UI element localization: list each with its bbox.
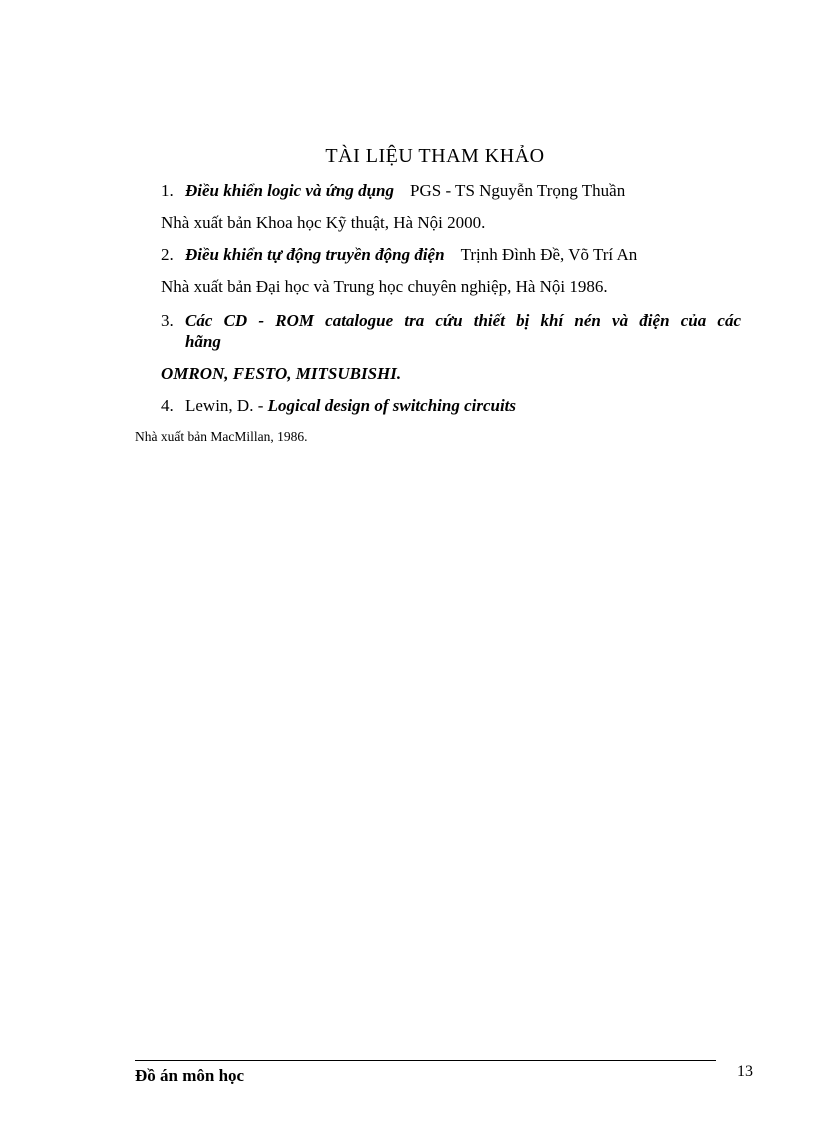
reference-1-title: Điều khiển logic và ứng dụng — [185, 181, 395, 200]
reference-2-title: Điều khiển tự động truyền động điện — [185, 245, 445, 264]
reference-2-publisher: Nhà xuất bản Đại học và Trung học chuyên nghiệp, Hà Nội 1986. — [161, 277, 608, 296]
footer-title: Đồ án môn học — [135, 1066, 245, 1085]
footer-divider — [135, 1060, 716, 1061]
reference-2 — [161, 245, 637, 265]
reference-1-number: 1. — [161, 181, 174, 200]
page-title: TÀI LIỆU THAM KHẢO — [325, 145, 545, 167]
reference-3-title-cont: hãng — [185, 332, 221, 351]
reference-4-number: 4. — [161, 396, 174, 415]
reference-1-publisher: Nhà xuất bản Khoa học Kỹ thuật, Hà Nội 2000. — [161, 213, 486, 232]
page-number: 13 — [737, 1063, 753, 1080]
reference-2-author: Trịnh Đình Đề, Võ Trí An — [460, 245, 638, 264]
reference-4-title: Logical design of switching circuits — [267, 396, 517, 415]
reference-1-author: PGS - TS Nguyễn Trọng Thuần — [410, 181, 626, 200]
reference-3-publisher: OMRON, FESTO, MITSUBISHI. — [161, 364, 402, 383]
reference-3-number: 3. — [161, 311, 174, 330]
reference-1 — [161, 181, 625, 201]
reference-4-publisher: Nhà xuất bản MacMillan, 1986. — [135, 429, 308, 444]
reference-3-title: Các CD - ROM catalogue tra cứu thiết bị khí nén và điện của các — [185, 311, 741, 330]
reference-4-author: Lewin, D. - — [185, 396, 264, 415]
reference-4 — [161, 396, 516, 416]
reference-3 — [161, 311, 741, 352]
reference-2-number: 2. — [161, 245, 174, 264]
